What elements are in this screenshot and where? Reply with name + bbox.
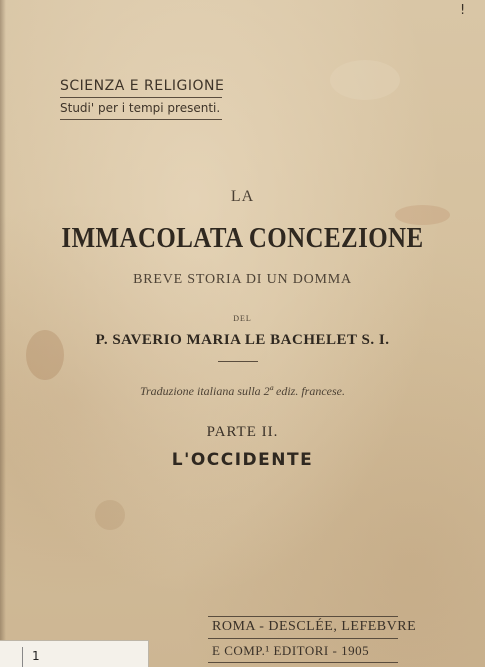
- label-number: 1: [32, 649, 40, 663]
- publisher-line-2: E COMP.¹ EDITORI - 1905: [208, 639, 398, 663]
- label-rule: [22, 647, 23, 667]
- series-title: SCIENZA E RELIGIONE: [60, 78, 222, 98]
- translation-note: Traduzione italiana sulla 2ª ediz. francese.: [140, 384, 345, 398]
- book-subtitle: BREVE STORIA DI UN DOMMA: [133, 272, 352, 287]
- author-preposition: DEL: [233, 314, 252, 323]
- paper-stain: [95, 500, 125, 530]
- part-title: L'OCCIDENTE: [171, 450, 314, 470]
- book-title: IMMACOLATA CONCEZIONE: [61, 222, 424, 254]
- publisher-imprint: [208, 616, 417, 663]
- library-label: [0, 640, 149, 667]
- series-block: [60, 78, 225, 120]
- corner-mark: !: [460, 3, 466, 18]
- part-number: PARTE II.: [206, 424, 279, 440]
- series-subtitle: Studi' per i tempi presenti.: [60, 98, 222, 120]
- divider-rule: [218, 361, 258, 362]
- paper-stain: [330, 60, 400, 100]
- title-article: LA: [230, 188, 255, 205]
- publisher-line-1: ROMA - DESCLÉE, LEFEBVRE: [208, 616, 398, 639]
- author-name: P. SAVERIO MARIA LE BACHELET S. I.: [95, 332, 390, 348]
